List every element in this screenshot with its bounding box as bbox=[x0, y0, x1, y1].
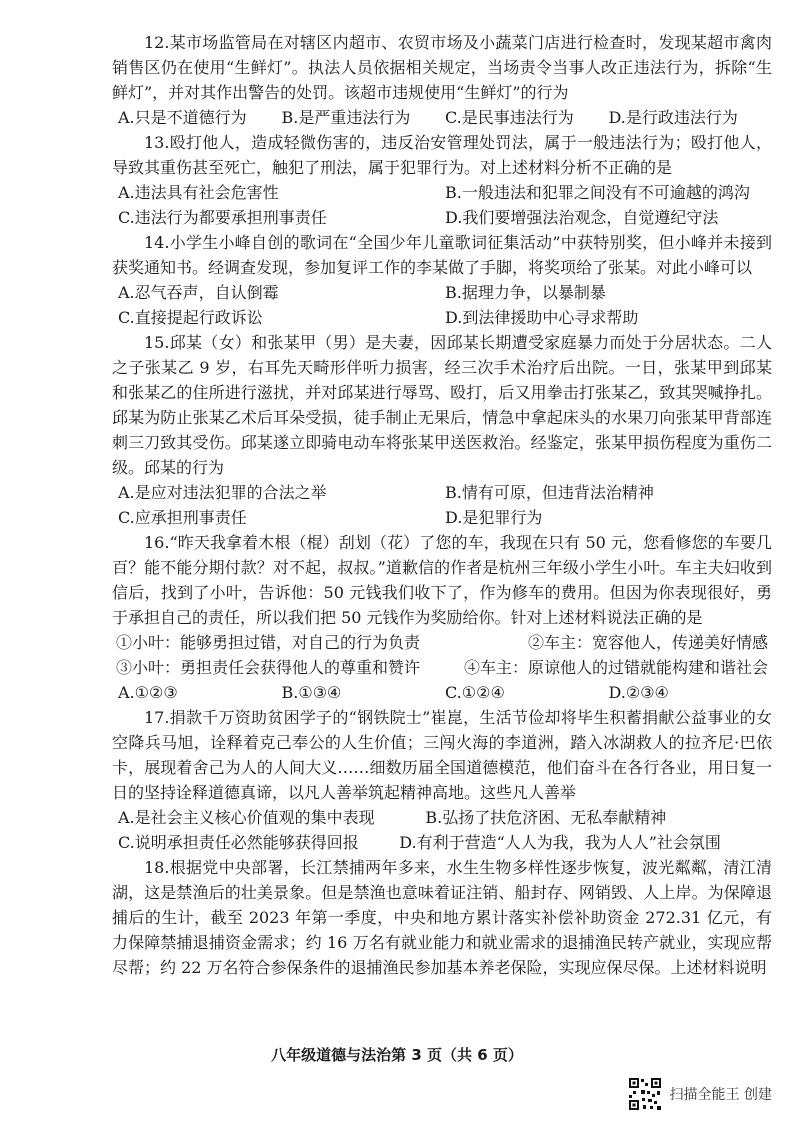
question-12-options bbox=[112, 105, 772, 130]
option-d: D.到法律援助中心寻求帮助 bbox=[445, 308, 639, 327]
option-a: A.忍气吞声，自认倒霉 bbox=[118, 283, 279, 302]
question-13-stem: 13.殴打他人，造成轻微伤害的，违反治安管理处罚法，属于一般违法行为；殴打他人，导致其重伤甚至死亡，触犯了刑法，属于犯罪行为。对上述材料分析不正确的是 bbox=[112, 133, 772, 177]
option-b: B.情有可原，但违背法治精神 bbox=[445, 483, 654, 502]
question-16-stem: 16.“昨天我拿着木根（棍）刮划（花）了您的车，我现在只有 50 元，您看修您的车要几百？能不能分期付款？对不起，叔叔。”道歉信的作者是杭州三年级小学生小叶。车主夫妇收到信后，找到了小叶，告诉他：50 元钱我们收下了，作为修车的费用。但因为你表现很好，勇于承担自己的责任，所以我们把 50 元钱作为奖励给你。针对上述材料说法正确的是 bbox=[112, 533, 772, 627]
statement-3: ③小叶：勇担责任会获得他人的尊重和赞许 bbox=[116, 658, 421, 677]
question-14-stem: 14.小学生小峰自创的歌词在“全国少年儿童歌词征集活动”中获特别奖，但小峰并未接到获奖通知书。经调查发现，参加复评工作的李某做了手脚，将奖项给了张某。对此小峰可以 bbox=[112, 233, 772, 277]
question-12-stem: 12.某市场监管局在对辖区内超市、农贸市场及小蔬菜门店进行检查时，发现某超市禽肉销售区仍在使用“生鲜灯”。执法人员依据相关规定，当场责令当事人改正违法行为，拆除“生鲜灯”，并对其作出警告的处罚。该超市违规使用“生鲜灯”的行为 bbox=[112, 33, 772, 102]
watermark-text: 扫描全能王 创建 bbox=[669, 1087, 772, 1103]
question-13-options-row-2 bbox=[112, 205, 772, 230]
option-c: C.直接提起行政诉讼 bbox=[118, 308, 263, 327]
question-14-options-row-2 bbox=[112, 305, 772, 330]
question-15-stem: 15.邱某（女）和张某甲（男）是夫妻，因邱某长期遭受家庭暴力而处于分居状态。二人之子张某乙 9 岁，右耳先天畸形伴听力损害，经三次手术治疗后出院。一日，张某甲到邱某和张某乙的住所进行滋扰，并对邱某进行辱骂、殴打，后又用拳击打张某乙，致其哭喊挣扎。邱某为防止张某乙术后耳朵受损，徒手制止无果后，情急中拿起床头的水果刀向张某甲背部连刺三刀致其受伤。邱某遂立即骑电动车将张某甲送医救治。经鉴定，张某甲损伤程度为重伤二级。邱某的行为 bbox=[112, 333, 772, 477]
option-c: C.应承担刑事责任 bbox=[118, 508, 247, 527]
statement-1: ①小叶：能够勇担过错，对自己的行为负责 bbox=[116, 633, 421, 652]
qr-code-icon bbox=[628, 1077, 662, 1111]
question-16-options bbox=[112, 680, 772, 705]
question-17-options-row-2 bbox=[112, 830, 772, 855]
question-13-options-row-1 bbox=[112, 180, 772, 205]
option-b: B.弘扬了扶危济困、无私奉献精神 bbox=[425, 808, 667, 827]
statement-4: ④车主：原谅他人的过错就能构建和谐社会 bbox=[463, 658, 768, 677]
option-c: C.违法行为都要承担刑事责任 bbox=[118, 208, 327, 227]
option-c: C.①②④ bbox=[445, 683, 505, 702]
option-c: C.说明承担责任必然能够获得回报 bbox=[118, 833, 359, 852]
option-d: D.是行政违法行为 bbox=[608, 108, 738, 127]
option-d: D.是犯罪行为 bbox=[445, 508, 543, 527]
question-17-stem: 17.捐款千万资助贫困学子的“钢铁院士”崔崑，生活节俭却将毕生积蓄捐献公益事业的女空降兵马旭，诠释着克己奉公的人生价值；三闯火海的李道洲，踏入冰湖救人的拉齐尼·巴依卡，展现着舍己为人的人间大义……细数历届全国道德模范，他们奋斗在各行各业，用日复一日的坚持诠释道德真谛，以凡人善举筑起精神高地。这些凡人善举 bbox=[112, 708, 772, 802]
exam-body bbox=[112, 30, 772, 980]
scanner-watermark bbox=[628, 1074, 772, 1114]
option-b: B.①③④ bbox=[281, 683, 342, 702]
option-d: D.我们要增强法治观念，自觉遵纪守法 bbox=[445, 208, 719, 227]
option-a: A.只是不道德行为 bbox=[118, 108, 247, 127]
statement-2: ②车主：宽容他人，传递美好情感 bbox=[527, 633, 768, 652]
option-b: B.据理力争，以暴制暴 bbox=[445, 283, 606, 302]
question-17-options-row-1 bbox=[112, 805, 772, 830]
option-a: A.①②③ bbox=[118, 683, 178, 702]
option-a: A.是应对违法犯罪的合法之举 bbox=[118, 483, 327, 502]
question-16-statements-row-2 bbox=[112, 655, 772, 680]
option-d: D.有利于营造“人人为我，我为人人”社会氛围 bbox=[399, 833, 721, 852]
option-a: A.是社会主义核心价值观的集中表现 bbox=[118, 808, 375, 827]
question-18-stem: 18.根据党中央部署，长江禁捕两年多来，水生生物多样性逐步恢复，波光粼粼，清江清湖，这是禁渔后的壮美景象。但是禁渔也意味着证注销、船封存、网销毁、人上岸。为保障退捕后的生计，截至 2023 年第一季度，中央和地方累计落实补偿补助资金 272.31 亿元，有力保障禁捕退捕资金需求；约 16 万名有就业能力和就业需求的退捕渔民转产就业，实现应帮尽帮；约 22 万名符合参保条件的退捕渔民参加基本养老保险，实现应保尽保。上述材料说明 bbox=[112, 858, 772, 977]
option-b: B.一般违法和犯罪之间没有不可逾越的鸿沟 bbox=[445, 183, 750, 202]
question-15-options-row-1 bbox=[112, 480, 772, 505]
question-16-statements-row-1 bbox=[112, 630, 772, 655]
question-14-options-row-1 bbox=[112, 280, 772, 305]
option-b: B.是严重违法行为 bbox=[281, 108, 411, 127]
question-15-options-row-2 bbox=[112, 505, 772, 530]
option-a: A.违法具有社会危害性 bbox=[118, 183, 279, 202]
page-footer: 八年级道德与法治第 3 页（共 6 页） bbox=[271, 1046, 523, 1064]
option-d: D.②③④ bbox=[608, 683, 669, 702]
option-c: C.是民事违法行为 bbox=[445, 108, 574, 127]
